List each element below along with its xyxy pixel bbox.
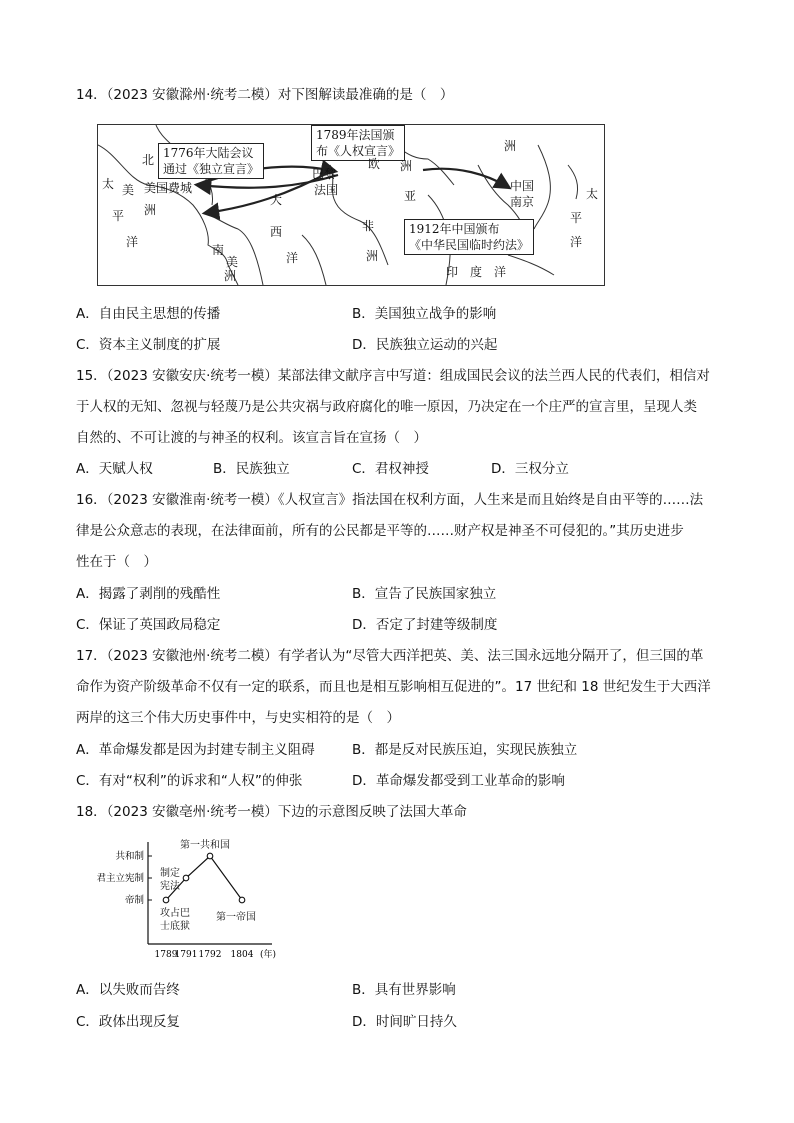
q15-option-b[interactable]: B．民族独立: [213, 461, 290, 477]
map-label-nanjing: 南京: [510, 195, 535, 209]
map-label: 平: [570, 211, 583, 225]
q18-option-c[interactable]: C．政体出现反复: [76, 1014, 180, 1030]
q18-option-d[interactable]: D．时间旷日持久: [352, 1014, 457, 1030]
q15-option-d[interactable]: D．三权分立: [491, 461, 569, 477]
data-point: [239, 897, 245, 903]
regime-chart-svg: [76, 836, 286, 966]
q14-stem: 14．（2023 安徽滁州·统考二模）对下图解读最准确的是（ ）: [76, 87, 454, 103]
q16-option-b[interactable]: B．宣告了民族国家独立: [352, 586, 497, 602]
x-tick-label: 1789: [154, 950, 178, 960]
x-unit-label: (年): [260, 950, 277, 960]
q18-option-a[interactable]: A．以失败而告终: [76, 982, 180, 998]
q17-option-d[interactable]: D．革命爆发都受到工业革命的影响: [352, 773, 565, 789]
annotation-constitution-1: 制定: [160, 868, 180, 879]
map-label: 大: [270, 193, 283, 207]
q17-stem-line3: 两岸的这三个伟大历史事件中，与史实相符的是（ ）: [76, 710, 400, 726]
q18-option-b[interactable]: B．具有世界影响: [352, 982, 456, 998]
q16-stem-line1: 16．（2023 安徽淮南·统考一模）《人权宣言》指法国在权利方面，人生来是而且始终是自由平等的……法: [76, 492, 704, 508]
q16-option-c[interactable]: C．保证了英国政局稳定: [76, 617, 221, 633]
regime-chart: [76, 836, 286, 966]
data-point: [207, 853, 213, 859]
map-label: 平: [112, 209, 125, 223]
map-label: 亚: [404, 189, 417, 203]
q17-stem-line2: 命作为资产阶级革命不仅有一定的联系，而且也是相互影响相互促进的”。17 世纪和 18 世纪发生于大西洋: [76, 679, 711, 695]
q15-option-c[interactable]: C．君权神授: [352, 461, 429, 477]
map-box-1912: [404, 219, 534, 255]
map-label: 南: [212, 243, 225, 257]
q14-option-c[interactable]: C．资本主义制度的扩展: [76, 337, 221, 353]
map-label: 洲: [400, 159, 413, 173]
annotation-constitution-2: 宪法: [160, 881, 180, 892]
map-label-paris: 巴黎: [312, 167, 337, 181]
q15-option-a[interactable]: A．天赋人权: [76, 461, 153, 477]
map-label: 美: [226, 255, 239, 269]
map-label-china: 中国: [510, 179, 535, 193]
q15-stem-line2: 于人权的无知、忽视与轻蔑乃是公共灾祸与政府腐化的唯一原因，乃决定在一个庄严的宣言里，呈现人类: [76, 399, 697, 415]
map-box-1789: [311, 125, 405, 161]
map-label: 洋: [286, 251, 299, 265]
map-label: 太: [586, 187, 599, 201]
x-tick-label: 1791: [174, 950, 198, 960]
y-tick-label: 帝制: [124, 895, 144, 906]
map-label: 洲: [144, 203, 157, 217]
map-label-france: 法国: [314, 183, 339, 197]
map-label-indian-ocean: 印 度 洋: [446, 265, 507, 279]
x-tick-label: 1792: [198, 950, 222, 960]
x-tick-label: 1804: [230, 950, 254, 960]
annotation-first-republic: 第一共和国: [180, 840, 230, 851]
q17-option-a[interactable]: A．革命爆发都是因为封建专制主义阻碍: [76, 742, 315, 758]
q18-stem: 18．（2023 安徽亳州·统考一模）下边的示意图反映了法国大革命: [76, 804, 467, 820]
q16-stem-line3: 性在于（ ）: [76, 554, 157, 570]
annotation-bastille-1: 攻占巴: [160, 908, 190, 919]
world-map: [97, 124, 605, 286]
map-label: 太: [102, 177, 115, 191]
y-tick-label: 君主立宪制: [96, 873, 144, 884]
map-label: 欧: [368, 157, 381, 171]
data-point: [163, 897, 169, 903]
map-label: 洲: [504, 139, 517, 153]
map-label: 美: [122, 183, 135, 197]
map-label: 洲: [224, 269, 237, 283]
map-label: 非: [362, 219, 375, 233]
q16-stem-line2: 律是公众意志的表现，在法律面前，所有的公民都是平等的……财产权是神圣不可侵犯的。”其历史进步: [76, 523, 684, 539]
annotation-first-empire: 第一帝国: [216, 912, 256, 923]
box1-line2: 通过《独立宣言》: [163, 162, 260, 176]
map-label: 西: [270, 225, 283, 239]
q14-option-b[interactable]: B．美国独立战争的影响: [352, 306, 497, 322]
y-tick-label: 共和制: [115, 851, 144, 862]
q15-stem-line3: 自然的、不可让渡的与神圣的权利。该宣言旨在宣扬（ ）: [76, 430, 427, 446]
map-label-philadelphia: 美国费城: [144, 181, 193, 195]
map-label: 洋: [570, 235, 583, 249]
box2-line2: 布《人权宣言》: [316, 144, 401, 158]
q17-option-c[interactable]: C．有对“权利”的诉求和“人权”的伸张: [76, 773, 303, 789]
q17-option-b[interactable]: B．都是反对民族压迫，实现民族独立: [352, 742, 578, 758]
q14-option-a[interactable]: A．自由民主思想的传播: [76, 306, 221, 322]
map-label: 北: [142, 153, 155, 167]
box3-line1: 1912年中国颁布: [409, 222, 500, 236]
map-box-1776: [158, 143, 264, 179]
annotation-bastille-2: 士底狱: [160, 921, 190, 932]
box1-line1: 1776年大陆会议: [163, 146, 254, 160]
map-label: 洋: [126, 235, 139, 249]
q16-option-a[interactable]: A．揭露了剥削的残酷性: [76, 586, 221, 602]
q17-stem-line1: 17．（2023 安徽池州·统考二模）有学者认为“尽管大西洋把英、美、法三国永远地分隔开了，但三国的革: [76, 648, 704, 664]
q14-option-d[interactable]: D．民族独立运动的兴起: [352, 337, 498, 353]
q16-option-d[interactable]: D．否定了封建等级制度: [352, 617, 498, 633]
box2-line1: 1789年法国颁: [316, 128, 395, 142]
data-point: [183, 875, 189, 881]
map-label: 洲: [366, 249, 379, 263]
box3-line2: 《中华民国临时约法》: [409, 238, 530, 252]
q15-stem-line1: 15．（2023 安徽安庆·统考一模）某部法律文献序言中写道：组成国民会议的法兰西人民的代表们，相信对: [76, 368, 710, 384]
